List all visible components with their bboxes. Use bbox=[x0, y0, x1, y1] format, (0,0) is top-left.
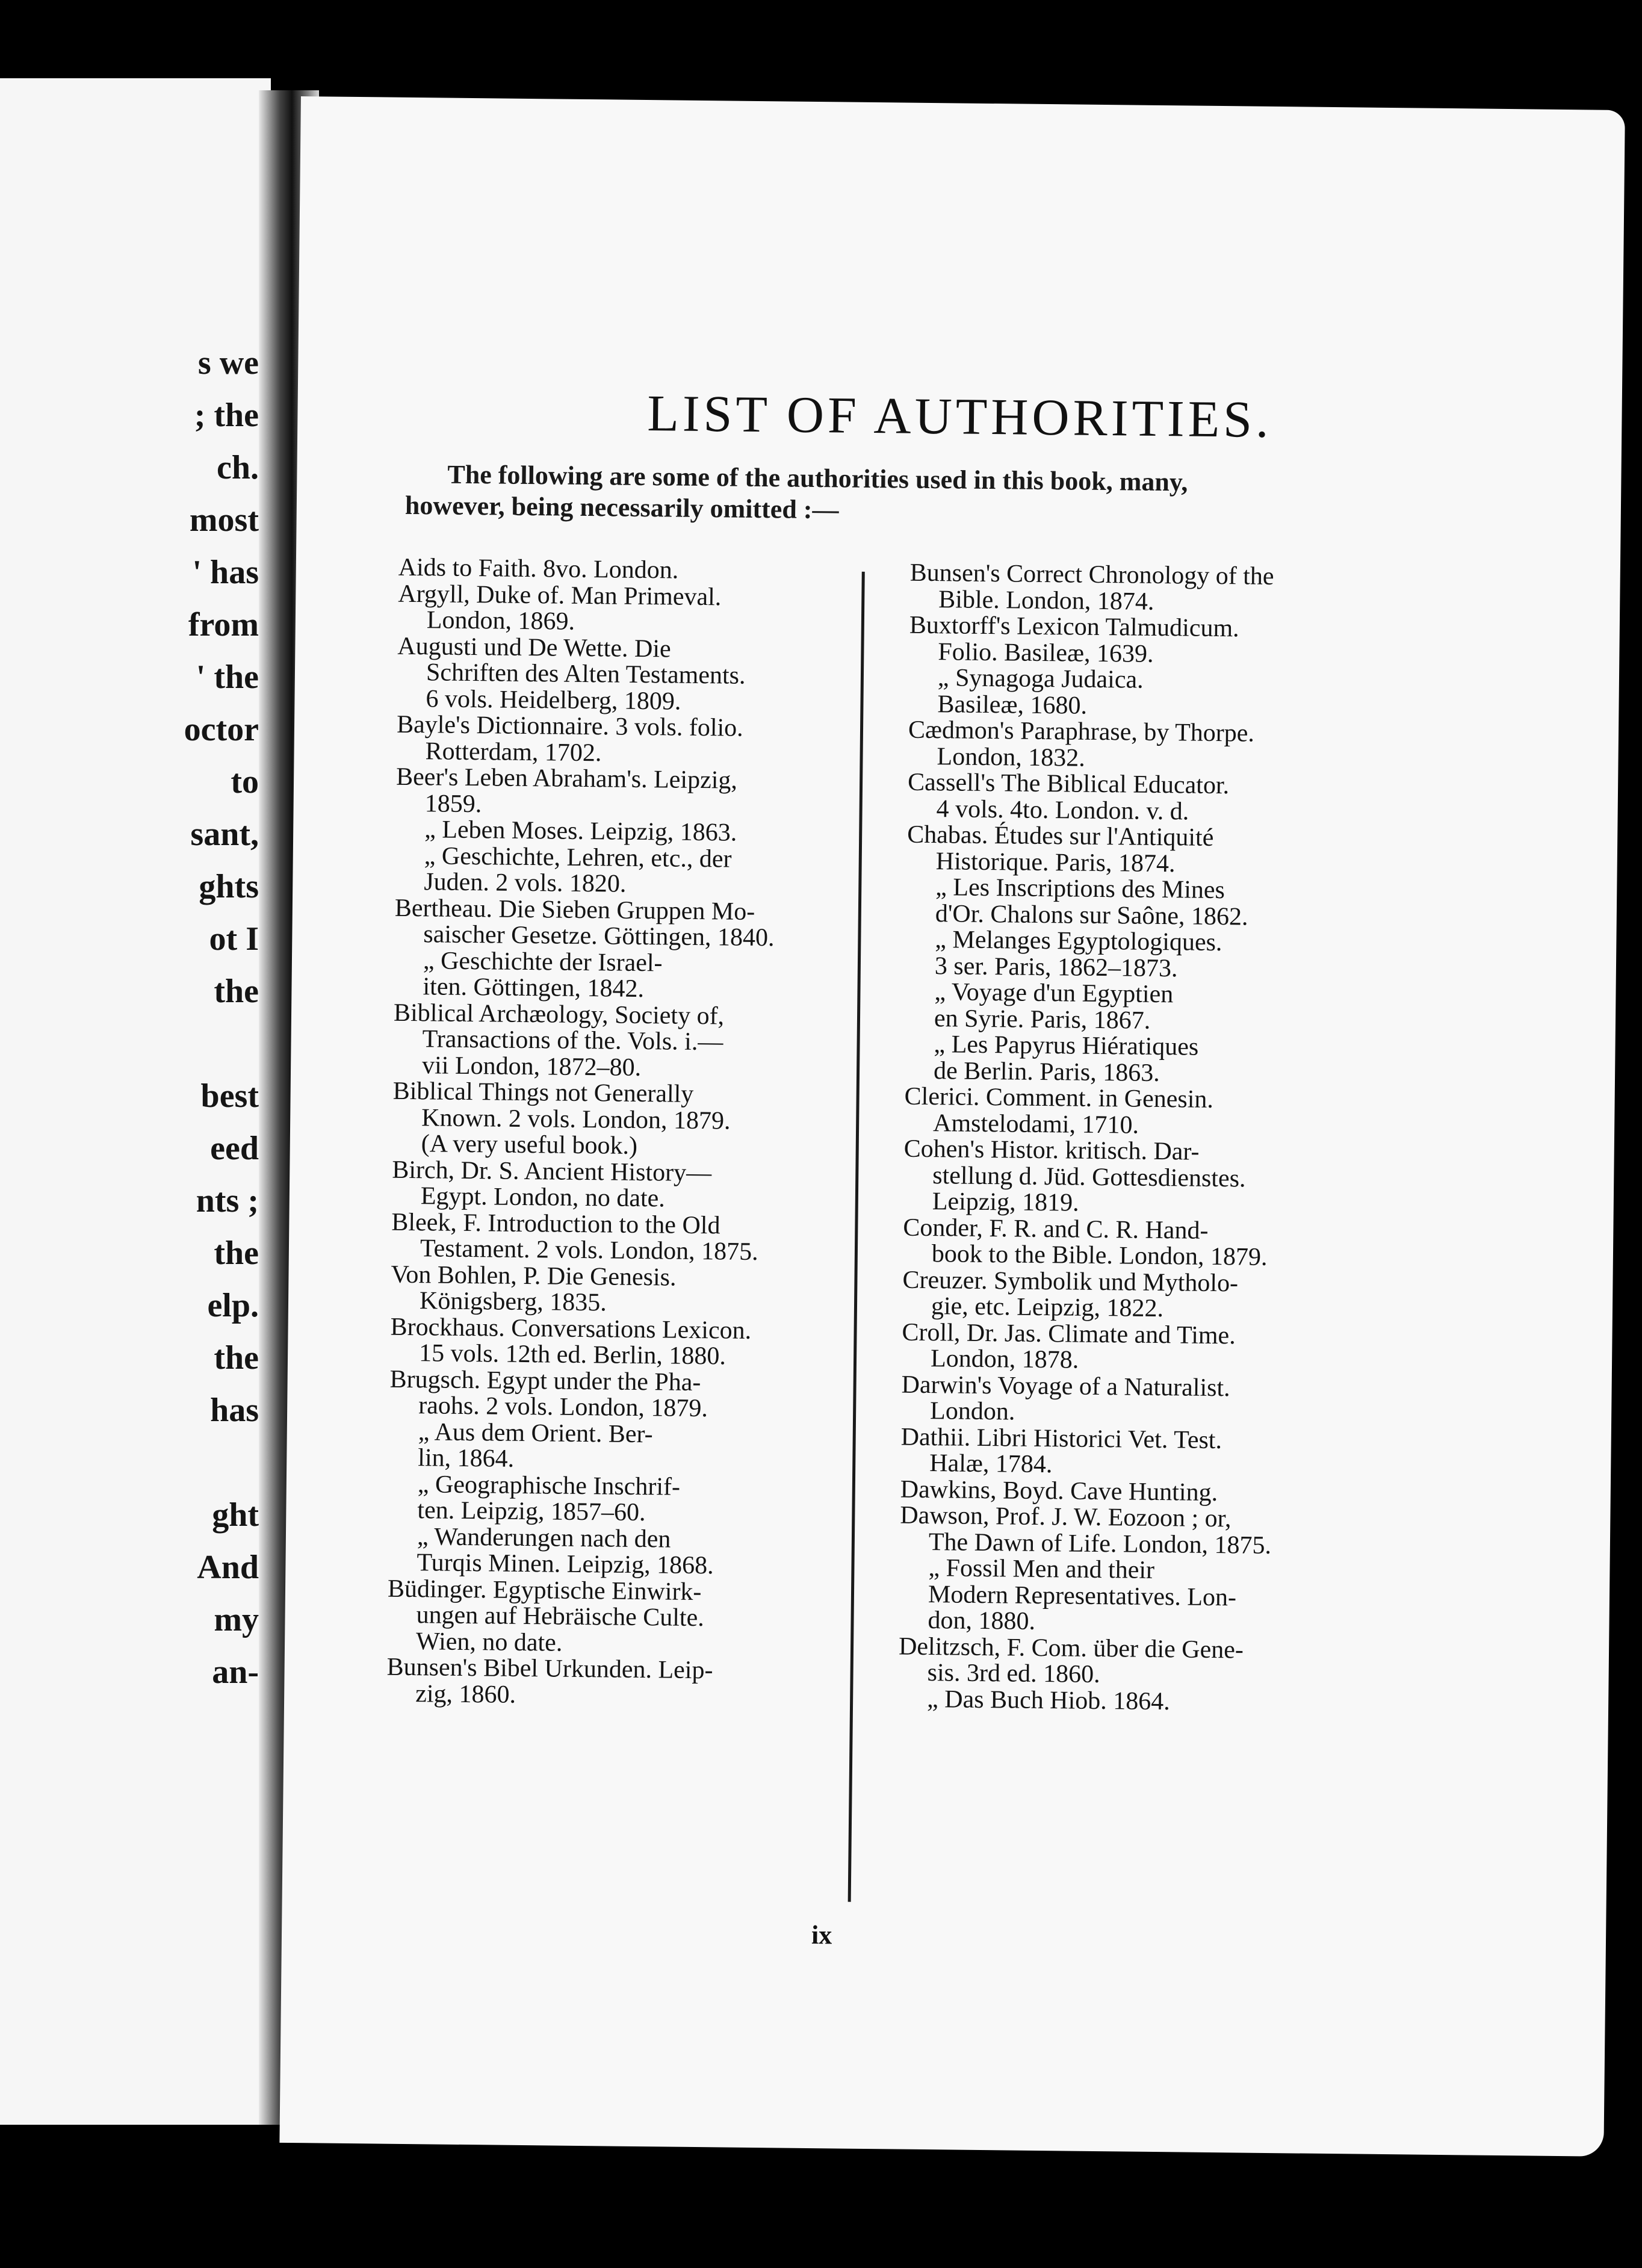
bibliography-entry bbox=[905, 979, 1417, 1037]
bibliography-entry bbox=[390, 1314, 902, 1372]
entry-line: Juden. 2 vols. 1820. bbox=[424, 868, 627, 898]
bibliography-entry bbox=[398, 581, 910, 639]
bibliography-entry bbox=[388, 1523, 900, 1581]
entry-line: book to the Bible. London, 1879. bbox=[931, 1240, 1268, 1271]
bibliography-entry bbox=[898, 1634, 1410, 1691]
entry-line: Cohen's Histor. kritisch. Dar- bbox=[903, 1135, 1200, 1166]
bibliography-entry bbox=[902, 1267, 1414, 1325]
bibliography-entry bbox=[905, 1032, 1417, 1089]
bibliography-entry bbox=[899, 1555, 1411, 1639]
entry-line: ungen auf Hebräische Culte. bbox=[416, 1601, 704, 1632]
bibliography-entry bbox=[906, 927, 1418, 985]
entry-line: Egypt. London, no date. bbox=[420, 1182, 666, 1213]
entry-line: Birch, Dr. S. Ancient History— bbox=[392, 1156, 712, 1187]
facing-page-line: ght bbox=[212, 1496, 259, 1534]
entry-line: Creuzer. Symbolik und Mytholo- bbox=[902, 1266, 1239, 1297]
bibliography-entry bbox=[395, 843, 907, 900]
facing-page-line: ' has bbox=[192, 554, 259, 591]
entry-line: Transactions of the. Vols. i.— bbox=[422, 1025, 723, 1056]
entry-line: gie, etc. Leipzig, 1822. bbox=[931, 1292, 1164, 1323]
entry-line: Dawkins, Boyd. Cave Hunting. bbox=[900, 1475, 1218, 1507]
entry-line: Augusti und De Wette. Die bbox=[397, 632, 671, 663]
facing-page-line: the bbox=[214, 1339, 259, 1377]
entry-line: Cassell's The Biblical Educator. bbox=[907, 768, 1230, 800]
entry-line: Dawson, Prof. J. W. Eozoon ; or, bbox=[900, 1501, 1232, 1533]
bibliography-entry bbox=[389, 1419, 901, 1476]
entry-line: Rotterdam, 1702. bbox=[425, 737, 602, 767]
bibliography-entry bbox=[908, 665, 1420, 723]
entry-line: Buxtorff's Lexicon Talmudicum. bbox=[909, 611, 1239, 643]
facing-page-line: ; the bbox=[194, 397, 259, 434]
entry-line: Cædmon's Paraphrase, by Thorpe. bbox=[908, 716, 1255, 748]
facing-page-line bbox=[184, 1018, 259, 1070]
bibliography-entry bbox=[393, 1000, 905, 1083]
bibliography-entry bbox=[901, 1372, 1413, 1430]
entry-line: „ Geographische Inschrif- bbox=[417, 1470, 681, 1501]
facing-page-line: s we bbox=[197, 344, 259, 382]
bibliography-entry bbox=[394, 895, 906, 953]
bibliography-entry bbox=[388, 1471, 900, 1529]
bibliography-entry bbox=[396, 712, 908, 770]
entry-line: London. bbox=[929, 1397, 1015, 1426]
entry-line: „ Voyage d'un Egyptien bbox=[934, 978, 1174, 1009]
entry-line: don, 1880. bbox=[928, 1606, 1036, 1635]
facing-page-line: an- bbox=[212, 1653, 259, 1691]
bibliography-entry bbox=[909, 613, 1421, 671]
facing-page-line: sant, bbox=[190, 816, 259, 853]
entry-line: Bunsen's Bibel Urkunden. Leip- bbox=[386, 1653, 713, 1685]
facing-page bbox=[0, 78, 271, 2125]
entry-line: 6 vols. Heidelberg, 1809. bbox=[426, 684, 681, 716]
bibliography-entry bbox=[397, 633, 909, 717]
entry-line: Bertheau. Die Sieben Gruppen Mo- bbox=[394, 894, 755, 926]
entry-line: Biblical Archæology, Society of, bbox=[393, 999, 725, 1030]
entry-line: The Dawn of Life. London, 1875. bbox=[928, 1528, 1272, 1560]
bibliography-entry bbox=[387, 1576, 899, 1659]
entry-line: Known. 2 vols. London, 1879. bbox=[421, 1103, 731, 1135]
facing-page-line: eed bbox=[210, 1130, 259, 1167]
entry-line: Conder, F. R. and C. R. Hand- bbox=[903, 1213, 1209, 1245]
entry-line: Modern Representatives. Lon- bbox=[928, 1580, 1237, 1611]
entry-line: Biblical Things not Generally bbox=[392, 1077, 694, 1108]
bibliography-entry bbox=[906, 875, 1419, 932]
entry-line: 3 ser. Paris, 1862–1873. bbox=[934, 952, 1178, 982]
bibliography-entry bbox=[903, 1136, 1416, 1220]
entry-line: Dathii. Libri Historici Vet. Test. bbox=[900, 1423, 1222, 1454]
bibliography-entry bbox=[909, 560, 1422, 618]
entry-line: Chabas. Études sur l'Antiquité bbox=[906, 820, 1214, 852]
entry-line: London, 1878. bbox=[930, 1345, 1079, 1374]
facing-page-line: to bbox=[231, 763, 259, 801]
bibliography-entry bbox=[903, 1215, 1415, 1272]
facing-page-line: the bbox=[214, 1235, 259, 1272]
bibliography-entry bbox=[386, 1655, 899, 1712]
facing-page-line: elp. bbox=[207, 1287, 259, 1324]
facing-page-line: the bbox=[214, 973, 259, 1010]
bibliography-entry bbox=[908, 717, 1420, 775]
book-page bbox=[279, 96, 1625, 2157]
entry-line: Beer's Leben Abraham's. Leipzig, bbox=[395, 763, 738, 795]
entry-line: „ Das Buch Hiob. 1864. bbox=[926, 1685, 1171, 1715]
bibliography-entry bbox=[902, 1319, 1414, 1377]
entry-line: Halæ, 1784. bbox=[929, 1449, 1053, 1479]
entry-line: Bunsen's Correct Chronology of the bbox=[909, 559, 1274, 590]
facing-page-text bbox=[184, 337, 259, 1699]
entry-line: Clerici. Comment. in Genesin. bbox=[904, 1082, 1214, 1114]
entry-line: „ Wanderungen nach den bbox=[417, 1522, 671, 1554]
entry-line: Brugsch. Egypt under the Pha- bbox=[389, 1365, 701, 1396]
entry-line: 1859. bbox=[424, 789, 482, 818]
bibliography-entry bbox=[392, 1079, 905, 1162]
intro-line: The following are some of the authorities used in this book, many, bbox=[447, 459, 1188, 497]
bibliography-entry bbox=[394, 947, 906, 1005]
authorities-column-right bbox=[898, 560, 1422, 1718]
intro-paragraph bbox=[405, 459, 1399, 531]
facing-page-line bbox=[184, 1437, 259, 1489]
entry-line: „ Melanges Egyptologiques. bbox=[935, 926, 1222, 957]
entry-line: Bleek, F. Introduction to the Old bbox=[391, 1208, 720, 1239]
entry-line: Testament. 2 vols. London, 1875. bbox=[420, 1235, 758, 1266]
facing-page-line: ghts bbox=[199, 868, 259, 905]
entry-line: 4 vols. 4to. London. v. d. bbox=[936, 795, 1189, 826]
entry-line: (A very useful book.) bbox=[421, 1130, 638, 1160]
entry-line: London, 1869. bbox=[426, 606, 575, 636]
entry-line: Bible. London, 1874. bbox=[938, 585, 1154, 616]
bibliography-entry bbox=[391, 1262, 903, 1319]
entry-line: „ Les Inscriptions des Mines bbox=[935, 873, 1225, 905]
authorities-column-left bbox=[386, 555, 910, 1712]
entry-line: raohs. 2 vols. London, 1879. bbox=[418, 1392, 708, 1423]
entry-line: Königsberg, 1835. bbox=[419, 1287, 607, 1317]
entry-line: de Berlin. Paris, 1863. bbox=[933, 1056, 1160, 1087]
bibliography-entry bbox=[898, 1686, 1410, 1717]
entry-line: sis. 3rd ed. 1860. bbox=[927, 1659, 1100, 1689]
facing-page-line: most bbox=[189, 501, 259, 539]
page-title: LIST OF AUTHORITIES. bbox=[646, 384, 1273, 448]
entry-line: Croll, Dr. Jas. Climate and Time. bbox=[902, 1318, 1236, 1349]
facing-page-line: And bbox=[197, 1549, 259, 1586]
entry-line: lin, 1864. bbox=[418, 1444, 515, 1473]
entry-line: vii London, 1872–80. bbox=[421, 1051, 642, 1082]
entry-line: d'Or. Chalons sur Saône, 1862. bbox=[935, 899, 1248, 931]
entry-line: Büdinger. Egyptische Einwirk- bbox=[387, 1575, 702, 1606]
entry-line: stellung d. Jüd. Gottesdienstes. bbox=[932, 1161, 1246, 1193]
entry-line: Von Bohlen, P. Die Genesis. bbox=[391, 1260, 677, 1292]
entry-line: Turqis Minen. Leipzig, 1868. bbox=[417, 1549, 714, 1580]
bibliography-entry bbox=[900, 1503, 1412, 1561]
facing-page-line: octor bbox=[184, 711, 259, 748]
bibliography-entry bbox=[907, 770, 1419, 828]
facing-page-line: best bbox=[200, 1077, 259, 1115]
intro-line: however, being necessarily omitted :— bbox=[404, 490, 839, 525]
facing-page-line: from bbox=[188, 606, 259, 643]
entry-line: Brockhaus. Conversations Lexicon. bbox=[390, 1313, 752, 1345]
facing-page-line: my bbox=[214, 1601, 259, 1638]
entry-line: „ Aus dem Orient. Ber- bbox=[418, 1418, 653, 1448]
facing-page-line: ch. bbox=[217, 449, 259, 486]
entry-line: Darwin's Voyage of a Naturalist. bbox=[901, 1371, 1230, 1402]
entry-line: „ Geschichte, Lehren, etc., der bbox=[424, 841, 732, 873]
entry-line: Schriften des Alten Testaments. bbox=[426, 658, 746, 690]
entry-line: „ Leben Moses. Leipzig, 1863. bbox=[424, 816, 737, 847]
entry-line: saischer Gesetze. Göttingen, 1840. bbox=[423, 920, 775, 952]
bibliography-entry bbox=[391, 1209, 903, 1267]
page-number: ix bbox=[811, 1920, 832, 1950]
entry-line: Folio. Basileæ, 1639. bbox=[938, 637, 1154, 668]
facing-page-line: ' the bbox=[196, 658, 259, 696]
entry-line: zig, 1860. bbox=[415, 1679, 516, 1709]
bibliography-entry bbox=[904, 1084, 1416, 1142]
bibliography-entry bbox=[392, 1157, 904, 1215]
entry-line: Historique. Paris, 1874. bbox=[935, 847, 1176, 878]
entry-line: Bayle's Dictionnaire. 3 vols. folio. bbox=[396, 710, 743, 742]
bibliography-entry bbox=[907, 822, 1419, 880]
entry-line: Argyll, Duke of. Man Primeval. bbox=[398, 580, 722, 611]
facing-page-line: nts ; bbox=[196, 1182, 259, 1219]
bibliography-entry bbox=[900, 1424, 1413, 1482]
entry-line: Aids to Faith. 8vo. London. bbox=[398, 553, 679, 584]
entry-line: Leipzig, 1819. bbox=[932, 1188, 1079, 1217]
entry-line: en Syrie. Paris, 1867. bbox=[934, 1004, 1151, 1035]
entry-line: Delitzsch, F. Com. über die Gene- bbox=[898, 1632, 1244, 1664]
entry-line: Wien, no date. bbox=[415, 1627, 563, 1657]
bibliography-entry bbox=[389, 1366, 902, 1424]
entry-line: „ Geschichte der Israel- bbox=[423, 946, 663, 977]
entry-line: „ Fossil Men and their bbox=[928, 1554, 1155, 1584]
bibliography-entry bbox=[395, 764, 908, 822]
entry-line: London, 1832. bbox=[937, 742, 1085, 772]
entry-line: „ Les Papyrus Hiératiques bbox=[934, 1030, 1199, 1061]
entry-line: Basileæ, 1680. bbox=[937, 690, 1088, 720]
entry-line: Amstelodami, 1710. bbox=[932, 1109, 1139, 1139]
entry-line: „ Synagoga Judaica. bbox=[937, 664, 1144, 694]
entry-line: ten. Leipzig, 1857–60. bbox=[417, 1496, 646, 1527]
entry-line: 15 vols. 12th ed. Berlin, 1880. bbox=[418, 1339, 727, 1371]
facing-page-line: ot I bbox=[209, 920, 259, 958]
facing-page-line: has bbox=[210, 1392, 259, 1429]
entry-line: iten. Göttingen, 1842. bbox=[423, 973, 645, 1003]
